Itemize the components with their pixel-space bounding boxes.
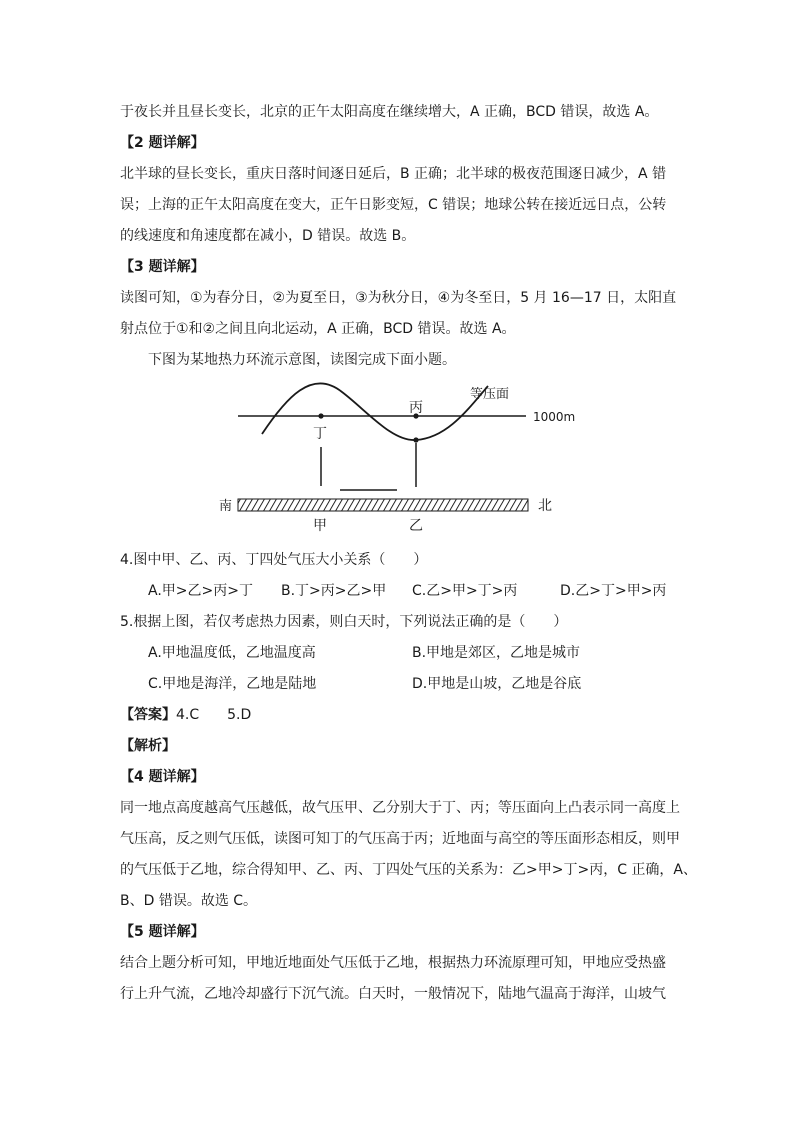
q4-option-d: D.乙>丁>甲>丙 xyxy=(560,583,667,599)
section-heading-q5: 【5 题详解】 xyxy=(120,924,205,940)
paragraph-line-8: 射点位于①和②之间且向北运动，A 正确，BCD 错误。故选 A。 xyxy=(120,321,516,337)
analysis-line-9: 行上升气流，乙地冷却盛行下沉气流。白天时，一般情况下，陆地气温高于海洋，山坡气 xyxy=(120,986,666,1002)
q4-option-a: A.甲>乙>丙>丁 xyxy=(148,583,253,599)
paragraph-line-1: 于夜长并且昼长变长，北京的正午太阳高度在继续增大，A 正确，BCD 错误，故选 A。 xyxy=(120,104,659,120)
q5-option-d: D.甲地是山坡，乙地是谷底 xyxy=(412,676,582,692)
paragraph-line-7: 读图可知，①为春分日，②为夏至日，③为秋分日，④为冬至日，5 月 16—17 日，太阳直 xyxy=(120,290,677,306)
analysis-line-3: 同一地点高度越高气压越低，故气压甲、乙分别大于丁、丙；等压面向上凸表示同一高度上 xyxy=(120,800,680,816)
q4-option-b: B.丁>丙>乙>甲 xyxy=(281,583,387,599)
q4-option-c: C.乙>甲>丁>丙 xyxy=(412,583,518,599)
q5-option-a: A.甲地温度低，乙地温度高 xyxy=(148,645,316,661)
question-4-stem: 4.图中甲、乙、丙、丁四处气压大小关系（ ） xyxy=(120,552,428,568)
ground-surface xyxy=(238,499,528,511)
curve-bottom-dot xyxy=(413,437,418,442)
q5-option-b: B.甲地是郊区，乙地是城市 xyxy=(412,645,581,661)
paragraph-line-5: 的线速度和角速度都在减小，D 错误。故选 B。 xyxy=(120,228,416,244)
isobaric-surface-curve xyxy=(262,383,488,440)
paragraph-line-3: 北半球的昼长变长，重庆日落时间逐日延后，B 正确；北半球的极夜范围逐日减少，A 错 xyxy=(120,166,667,182)
analysis-heading: 【解析】 xyxy=(120,738,176,754)
q5-option-c: C.甲地是海洋，乙地是陆地 xyxy=(148,676,317,692)
point-ding-dot xyxy=(318,413,323,418)
label-jia: 甲 xyxy=(313,518,327,534)
thermal-circulation-diagram xyxy=(0,0,794,560)
analysis-line-6: B、D 错误。故选 C。 xyxy=(120,893,258,909)
analysis-line-5: 的气压低于乙地，综合得知甲、乙、丙、丁四处气压的关系为：乙>甲>丁>丙，C 正确，A、 xyxy=(120,862,697,878)
analysis-line-4: 气压高，反之则气压低，读图可知丁的气压高于丙；近地面与高空的等压面形态相反，则甲 xyxy=(120,831,680,847)
label-bing: 丙 xyxy=(409,400,423,416)
answer-label: 【答案】 xyxy=(120,707,176,723)
answer-line xyxy=(120,706,251,724)
section-heading-q3: 【3 题详解】 xyxy=(120,259,205,275)
label-south: 南 xyxy=(219,499,233,514)
diagram-intro: 下图为某地热力环流示意图，读图完成下面小题。 xyxy=(148,352,456,368)
section-heading-q2: 【2 题详解】 xyxy=(120,135,205,151)
label-yi: 乙 xyxy=(409,518,423,534)
label-height: 1000m xyxy=(533,410,576,424)
question-5-stem: 5.根据上图，若仅考虑热力因素，则白天时，下列说法正确的是（ ） xyxy=(120,614,568,630)
label-ding: 丁 xyxy=(313,426,327,442)
analysis-line-8: 结合上题分析可知，甲地近地面处气压低于乙地，根据热力环流原理可知，甲地应受热盛 xyxy=(120,955,666,971)
label-isobar: 等压面 xyxy=(470,387,510,402)
section-heading-q4: 【4 题详解】 xyxy=(120,769,205,785)
label-north: 北 xyxy=(538,498,552,514)
answer-value: 4.C 5.D xyxy=(176,707,252,723)
paragraph-line-4: 误；上海的正午太阳高度在变大，正午日影变短，C 错误；地球公转在接近远日点，公转 xyxy=(120,197,667,213)
